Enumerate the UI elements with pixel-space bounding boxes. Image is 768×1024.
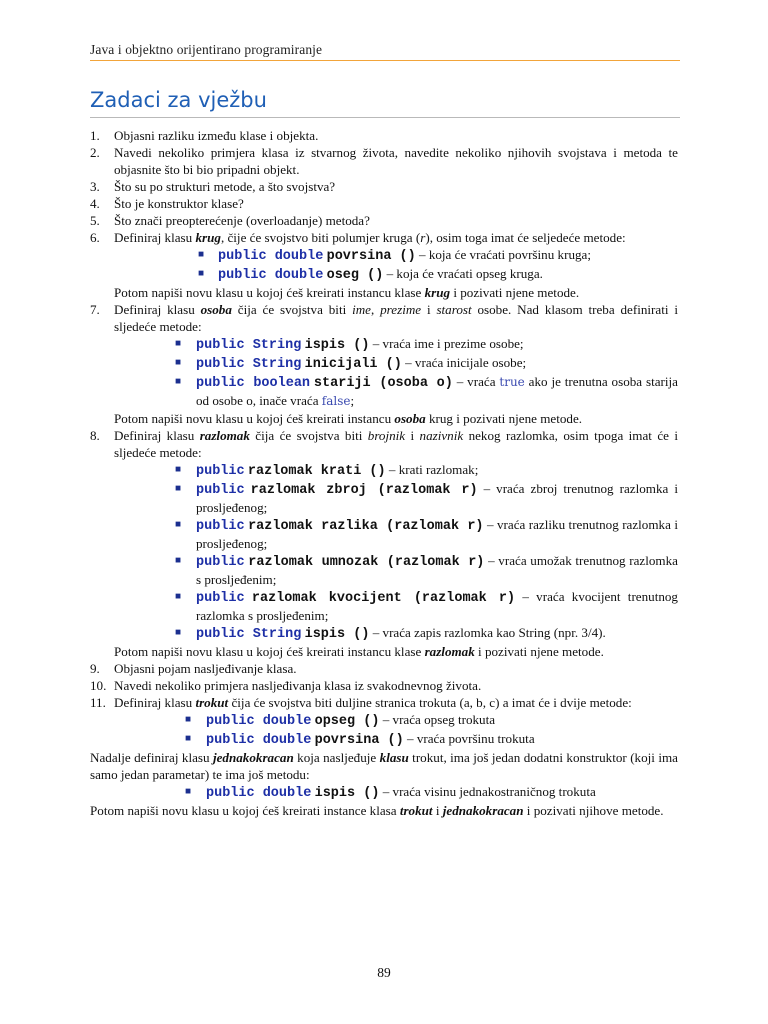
item-text: nekog razlomka, osim tpoga imat će i sljedeće metode: (114, 428, 678, 460)
method-description: – koja će vraćati opseg kruga. (383, 266, 543, 281)
item-number: 3. (90, 179, 100, 194)
method-signature: stariji (osoba o) (313, 376, 453, 391)
list-item (90, 660, 678, 677)
attribute-name: starost (436, 302, 472, 317)
item-text: Definiraj klasu (114, 230, 196, 245)
item-text: Definiraj klasu (114, 302, 201, 317)
attribute-name: brojnik (367, 428, 406, 443)
keyword: public String (196, 627, 302, 642)
method-description: – vraća ime i prezime osobe; (369, 336, 524, 351)
list-item (90, 144, 678, 178)
item-text: čija će svojstva biti (249, 428, 368, 443)
method-signature: povrsina () (326, 249, 416, 264)
followup-text: Potom napiši novu klasu u kojoj ćeš kreirati instancu klase (114, 285, 425, 300)
title-rule (90, 117, 680, 118)
item-text: Što znači preopterećenje (overloadanje) metoda? (114, 213, 370, 228)
keyword: public (196, 519, 245, 534)
bullet-icon: ■ (175, 555, 182, 566)
exercise-list (90, 127, 678, 819)
class-name: trokut (195, 695, 229, 710)
item-number: 4. (90, 196, 100, 211)
list-item (90, 677, 678, 694)
method-signature: razlomak razlika (razlomak r) (248, 519, 484, 534)
bullet-icon: ■ (175, 464, 182, 475)
item-text: Navedi nekoliko primjera klasa iz stvarnog života, navedite nekoliko njihovih svojstava i metoda te objasnite što bi bio pripadni objekt. (114, 145, 678, 177)
method-bullet (90, 730, 678, 749)
followup-text: krug i pozivati njene metode. (425, 411, 583, 426)
paragraph-text: Nadalje definiraj klasu (90, 750, 213, 765)
method-bullet (90, 516, 678, 552)
keyword: public double (206, 786, 312, 801)
item-number: 6. (90, 230, 100, 245)
class-name: jednakokracan (442, 803, 524, 818)
method-description: – vraća umožak trenutnog razlomka s prosljeđenim; (196, 553, 678, 587)
bullet-icon: ■ (175, 519, 182, 530)
class-name: krug (424, 285, 451, 300)
method-signature: ispis () (304, 627, 370, 642)
item-followup (90, 643, 678, 660)
method-signature: povrsina () (314, 733, 404, 748)
keyword: public (196, 555, 245, 570)
item-number: 8. (90, 428, 100, 443)
followup-text: Potom napiši novu klasu u kojoj ćeš kreirati instancu klase (114, 644, 425, 659)
class-name: jednakokracan (212, 750, 294, 765)
bullet-icon: ■ (185, 733, 192, 744)
list-item (90, 301, 678, 335)
method-signature: ispis () (314, 786, 380, 801)
method-bullet (90, 373, 678, 410)
bullet-icon: ■ (175, 357, 182, 368)
item-number: 7. (90, 302, 100, 317)
keyword: public (196, 591, 245, 606)
list-item (90, 212, 678, 229)
list-item (90, 178, 678, 195)
item-number: 5. (90, 213, 100, 228)
keyword: public double (218, 249, 324, 264)
list-item (90, 694, 678, 711)
method-description: ako je trenutna osoba starija od osobe o, inače vraća (196, 374, 678, 408)
method-signature: opseg () (314, 714, 380, 729)
method-description: – vraća visinu jednakostraničnog trokuta (379, 784, 596, 799)
method-bullet (90, 480, 678, 516)
method-description: – vraća inicijale osobe; (401, 355, 527, 370)
method-bullet (90, 354, 678, 373)
paragraph-text: Potom napiši novu klasu u kojoj ćeš kreirati instance klasa (90, 803, 400, 818)
item-text: Što je konstruktor klase? (114, 196, 244, 211)
paragraph-text: i pozivati njihove metode. (523, 803, 664, 818)
method-description: – vraća opseg trokuta (379, 712, 496, 727)
method-description: – vraća površinu trokuta (403, 731, 535, 746)
method-description: – vraća (452, 374, 500, 389)
bullet-icon: ■ (175, 483, 182, 494)
followup-text: i pozivati njene metode. (450, 285, 580, 300)
item-number: 2. (90, 145, 100, 160)
item-followup (90, 284, 678, 301)
method-signature: razlomak zbroj (razlomak r) (250, 483, 478, 498)
header-rule (90, 60, 680, 61)
bullet-icon: ■ (198, 268, 205, 279)
method-description: – vraća zbroj trenutnog razlomka i prosljeđenog; (196, 481, 678, 515)
bullet-icon: ■ (185, 786, 192, 797)
method-description: – vraća kvocijent trenutnog razlomka s prosljeđenim; (196, 589, 678, 623)
method-bullet (90, 246, 678, 265)
attribute-name: ime (352, 302, 371, 317)
class-name: krug (195, 230, 221, 245)
item-text: Navedi nekoliko primjera nasljeđivanja klasa iz svakodnevnog života. (114, 678, 482, 693)
bullet-icon: ■ (175, 376, 182, 387)
class-name: trokut (399, 803, 433, 818)
method-description: – krati razlomak; (385, 462, 479, 477)
section-title: Zadaci za vježbu (90, 88, 267, 112)
item-text: osobe. Nad klasom treba definirati i sljedeće metode: (114, 302, 678, 334)
keyword: public double (206, 733, 312, 748)
item-text: , čije će svojstvo biti polumjer kruga ( (220, 230, 421, 245)
variable-name: r (420, 230, 426, 245)
method-signature: inicijali () (304, 357, 402, 372)
method-signature: razlomak umnozak (razlomak r) (248, 555, 485, 570)
item-text: , (370, 302, 381, 317)
list-item (90, 427, 678, 461)
item-text: čija će svojstva biti (231, 302, 353, 317)
literal-value: true (499, 375, 525, 389)
bullet-icon: ■ (175, 591, 182, 602)
method-signature: razlomak kvocijent (razlomak r) (251, 591, 516, 606)
method-bullet (90, 588, 678, 624)
bullet-icon: ■ (175, 338, 182, 349)
method-description: – vraća zapis razlomka kao String (npr. 3/4). (369, 625, 606, 640)
item-text: i (405, 428, 420, 443)
method-bullet (90, 711, 678, 730)
item-text: Što su po strukturi metode, a što svojstva? (114, 179, 336, 194)
list-item (90, 127, 678, 144)
method-signature: ispis () (304, 338, 370, 353)
item-text: i (421, 302, 437, 317)
keyword: public double (218, 268, 324, 283)
method-signature: oseg () (326, 268, 384, 283)
paragraph (90, 749, 678, 783)
paragraph-text: koja nasljeđuje (293, 750, 380, 765)
paragraph (90, 802, 678, 819)
class-name: osoba (394, 411, 426, 426)
keyword: public String (196, 357, 302, 372)
followup-text: i pozivati njene metode. (474, 644, 604, 659)
class-name: razlomak (199, 428, 250, 443)
method-bullet (90, 624, 678, 643)
item-text: Definiraj klasu (114, 695, 196, 710)
item-text: Objasni razliku između klase i objekta. (114, 128, 319, 143)
paragraph-text: trokut, ima još jedan dodatni konstruktor (koji ima samo jedan parametar) te ima još metodu: (90, 750, 678, 782)
item-number: 11. (90, 695, 106, 710)
method-bullet (90, 783, 678, 802)
keyword: public (196, 483, 245, 498)
item-number: 9. (90, 661, 100, 676)
class-name: razlomak (424, 644, 475, 659)
literal-value: false (321, 394, 351, 408)
bullet-icon: ■ (185, 714, 192, 725)
item-number: 1. (90, 128, 100, 143)
class-name: osoba (200, 302, 232, 317)
attribute-name: prezime (380, 302, 422, 317)
method-description: – koja će vraćati površinu kruga; (415, 247, 591, 262)
keyword: public boolean (196, 376, 311, 391)
item-text: ), osim toga imat će seljedeće metode: (425, 230, 626, 245)
method-description: – vraća razliku trenutnog razlomka i prosljeđenog; (196, 517, 678, 551)
item-text: Objasni pojam nasljeđivanje klasa. (114, 661, 297, 676)
item-text: Definiraj klasu (114, 428, 200, 443)
method-bullet (90, 265, 678, 284)
method-signature: razlomak krati () (247, 464, 386, 479)
bullet-icon: ■ (175, 627, 182, 638)
method-description: ; (350, 393, 355, 408)
page-number: 89 (377, 965, 391, 980)
method-bullet (90, 552, 678, 588)
attribute-name: nazivnik (419, 428, 464, 443)
paragraph-text: i (432, 803, 443, 818)
class-name: klasu (379, 750, 409, 765)
running-header: Java i objektno orijentirano programiranje (90, 42, 323, 57)
item-number: 10. (90, 678, 107, 693)
keyword: public double (206, 714, 312, 729)
item-followup (90, 410, 678, 427)
list-item (90, 229, 678, 246)
keyword: public String (196, 338, 302, 353)
item-text: čija će svojstva biti duljine stranica trokuta (a, b, c) a imat će i dvije metode: (228, 695, 632, 710)
followup-text: Potom napiši novu klasu u kojoj ćeš kreirati instancu (114, 411, 395, 426)
method-bullet (90, 335, 678, 354)
method-bullet (90, 461, 678, 480)
keyword: public (196, 464, 245, 479)
bullet-icon: ■ (198, 249, 205, 260)
list-item (90, 195, 678, 212)
